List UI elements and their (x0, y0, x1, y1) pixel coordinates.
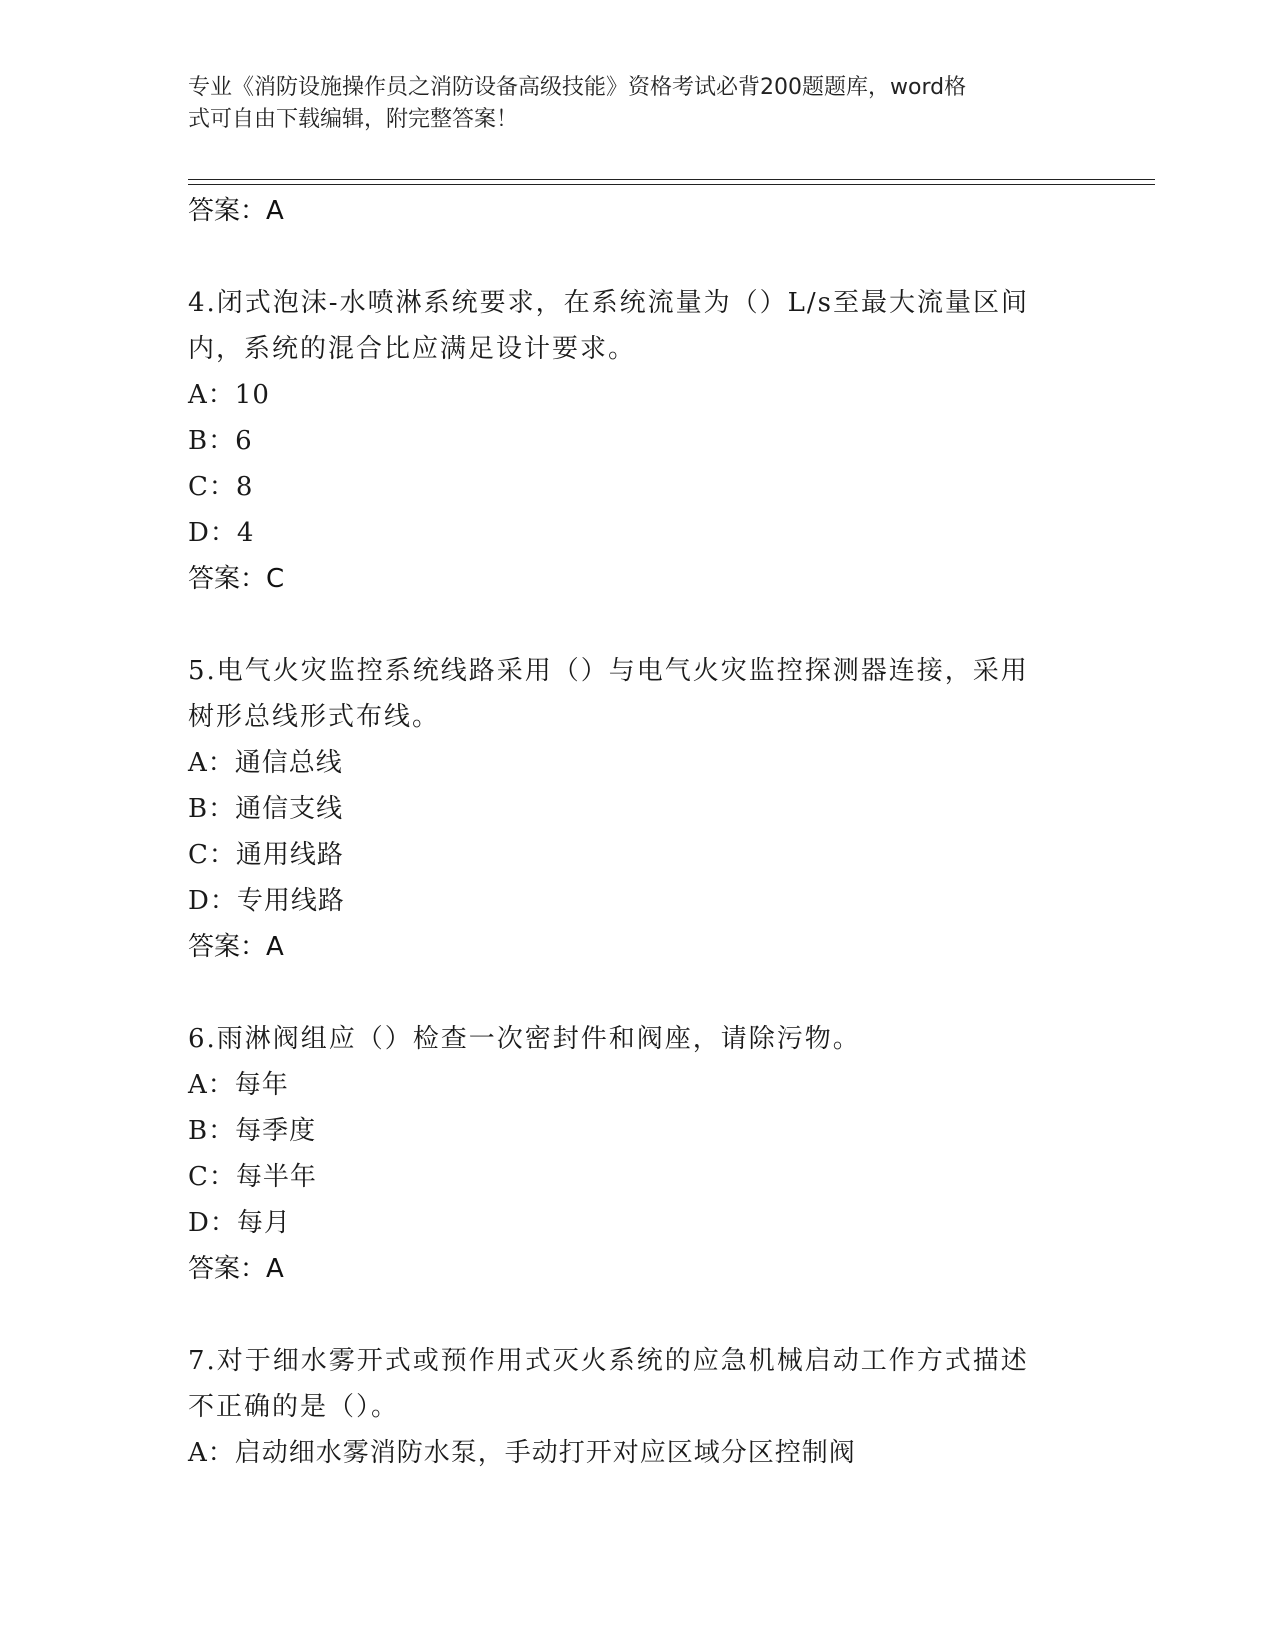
question-block (188, 1338, 1088, 1476)
document-header (188, 72, 1068, 136)
header-line-2: 式可自由下载编辑，附完整答案！ (188, 107, 519, 132)
question-block (188, 280, 1088, 602)
answer-line: 答案：A (188, 196, 284, 226)
question-text-line: 内，系统的混合比应满足设计要求。 (188, 334, 637, 364)
question-block (188, 648, 1088, 970)
answer-line: 答案：C (188, 564, 285, 594)
spacer (188, 234, 1088, 280)
answer-line: 答案：A (188, 1254, 284, 1284)
option-d: D：每月 (188, 1208, 291, 1238)
question-text-line: 6.雨淋阀组应（）检查一次密封件和阀座，请除污物。 (188, 1024, 861, 1054)
option-a: A：通信总线 (188, 748, 343, 778)
option-d: D：专用线路 (188, 886, 345, 916)
spacer (188, 1292, 1088, 1338)
question-block (188, 1016, 1088, 1292)
spacer (188, 970, 1088, 1016)
question-list (188, 188, 1088, 1476)
question-text-line: 树形总线形式布线。 (188, 702, 441, 732)
option-b: B：每季度 (188, 1116, 317, 1146)
option-a: A：启动细水雾消防水泵，手动打开对应区域分区控制阀 (188, 1438, 856, 1468)
option-c: C：8 (188, 472, 254, 502)
option-c: C：通用线路 (188, 840, 344, 870)
option-d: D：4 (188, 518, 255, 548)
option-a: A：每年 (188, 1070, 289, 1100)
question-text-line: 7.对于细水雾开式或预作用式灭火系统的应急机械启动工作方式描述 (188, 1346, 1029, 1376)
answer-line: 答案：A (188, 932, 284, 962)
header-divider-top (188, 179, 1155, 180)
option-a: A：10 (188, 380, 270, 410)
header-line-1: 专业《消防设施操作员之消防设备高级技能》资格考试必背200题题库，word格 (188, 75, 967, 100)
option-b: B：通信支线 (188, 794, 344, 824)
header-divider-bottom (188, 184, 1155, 185)
question-text-line: 5.电气火灾监控系统线路采用（）与电气火灾监控探测器连接，采用 (188, 656, 1029, 686)
option-b: B：6 (188, 426, 253, 456)
spacer (188, 602, 1088, 648)
question-text-line: 不正确的是（）。 (188, 1392, 400, 1422)
option-c: C：每半年 (188, 1162, 317, 1192)
question-text-line: 4.闭式泡沫-水喷淋系统要求，在系统流量为（）L/s至最大流量区间 (188, 288, 1029, 318)
